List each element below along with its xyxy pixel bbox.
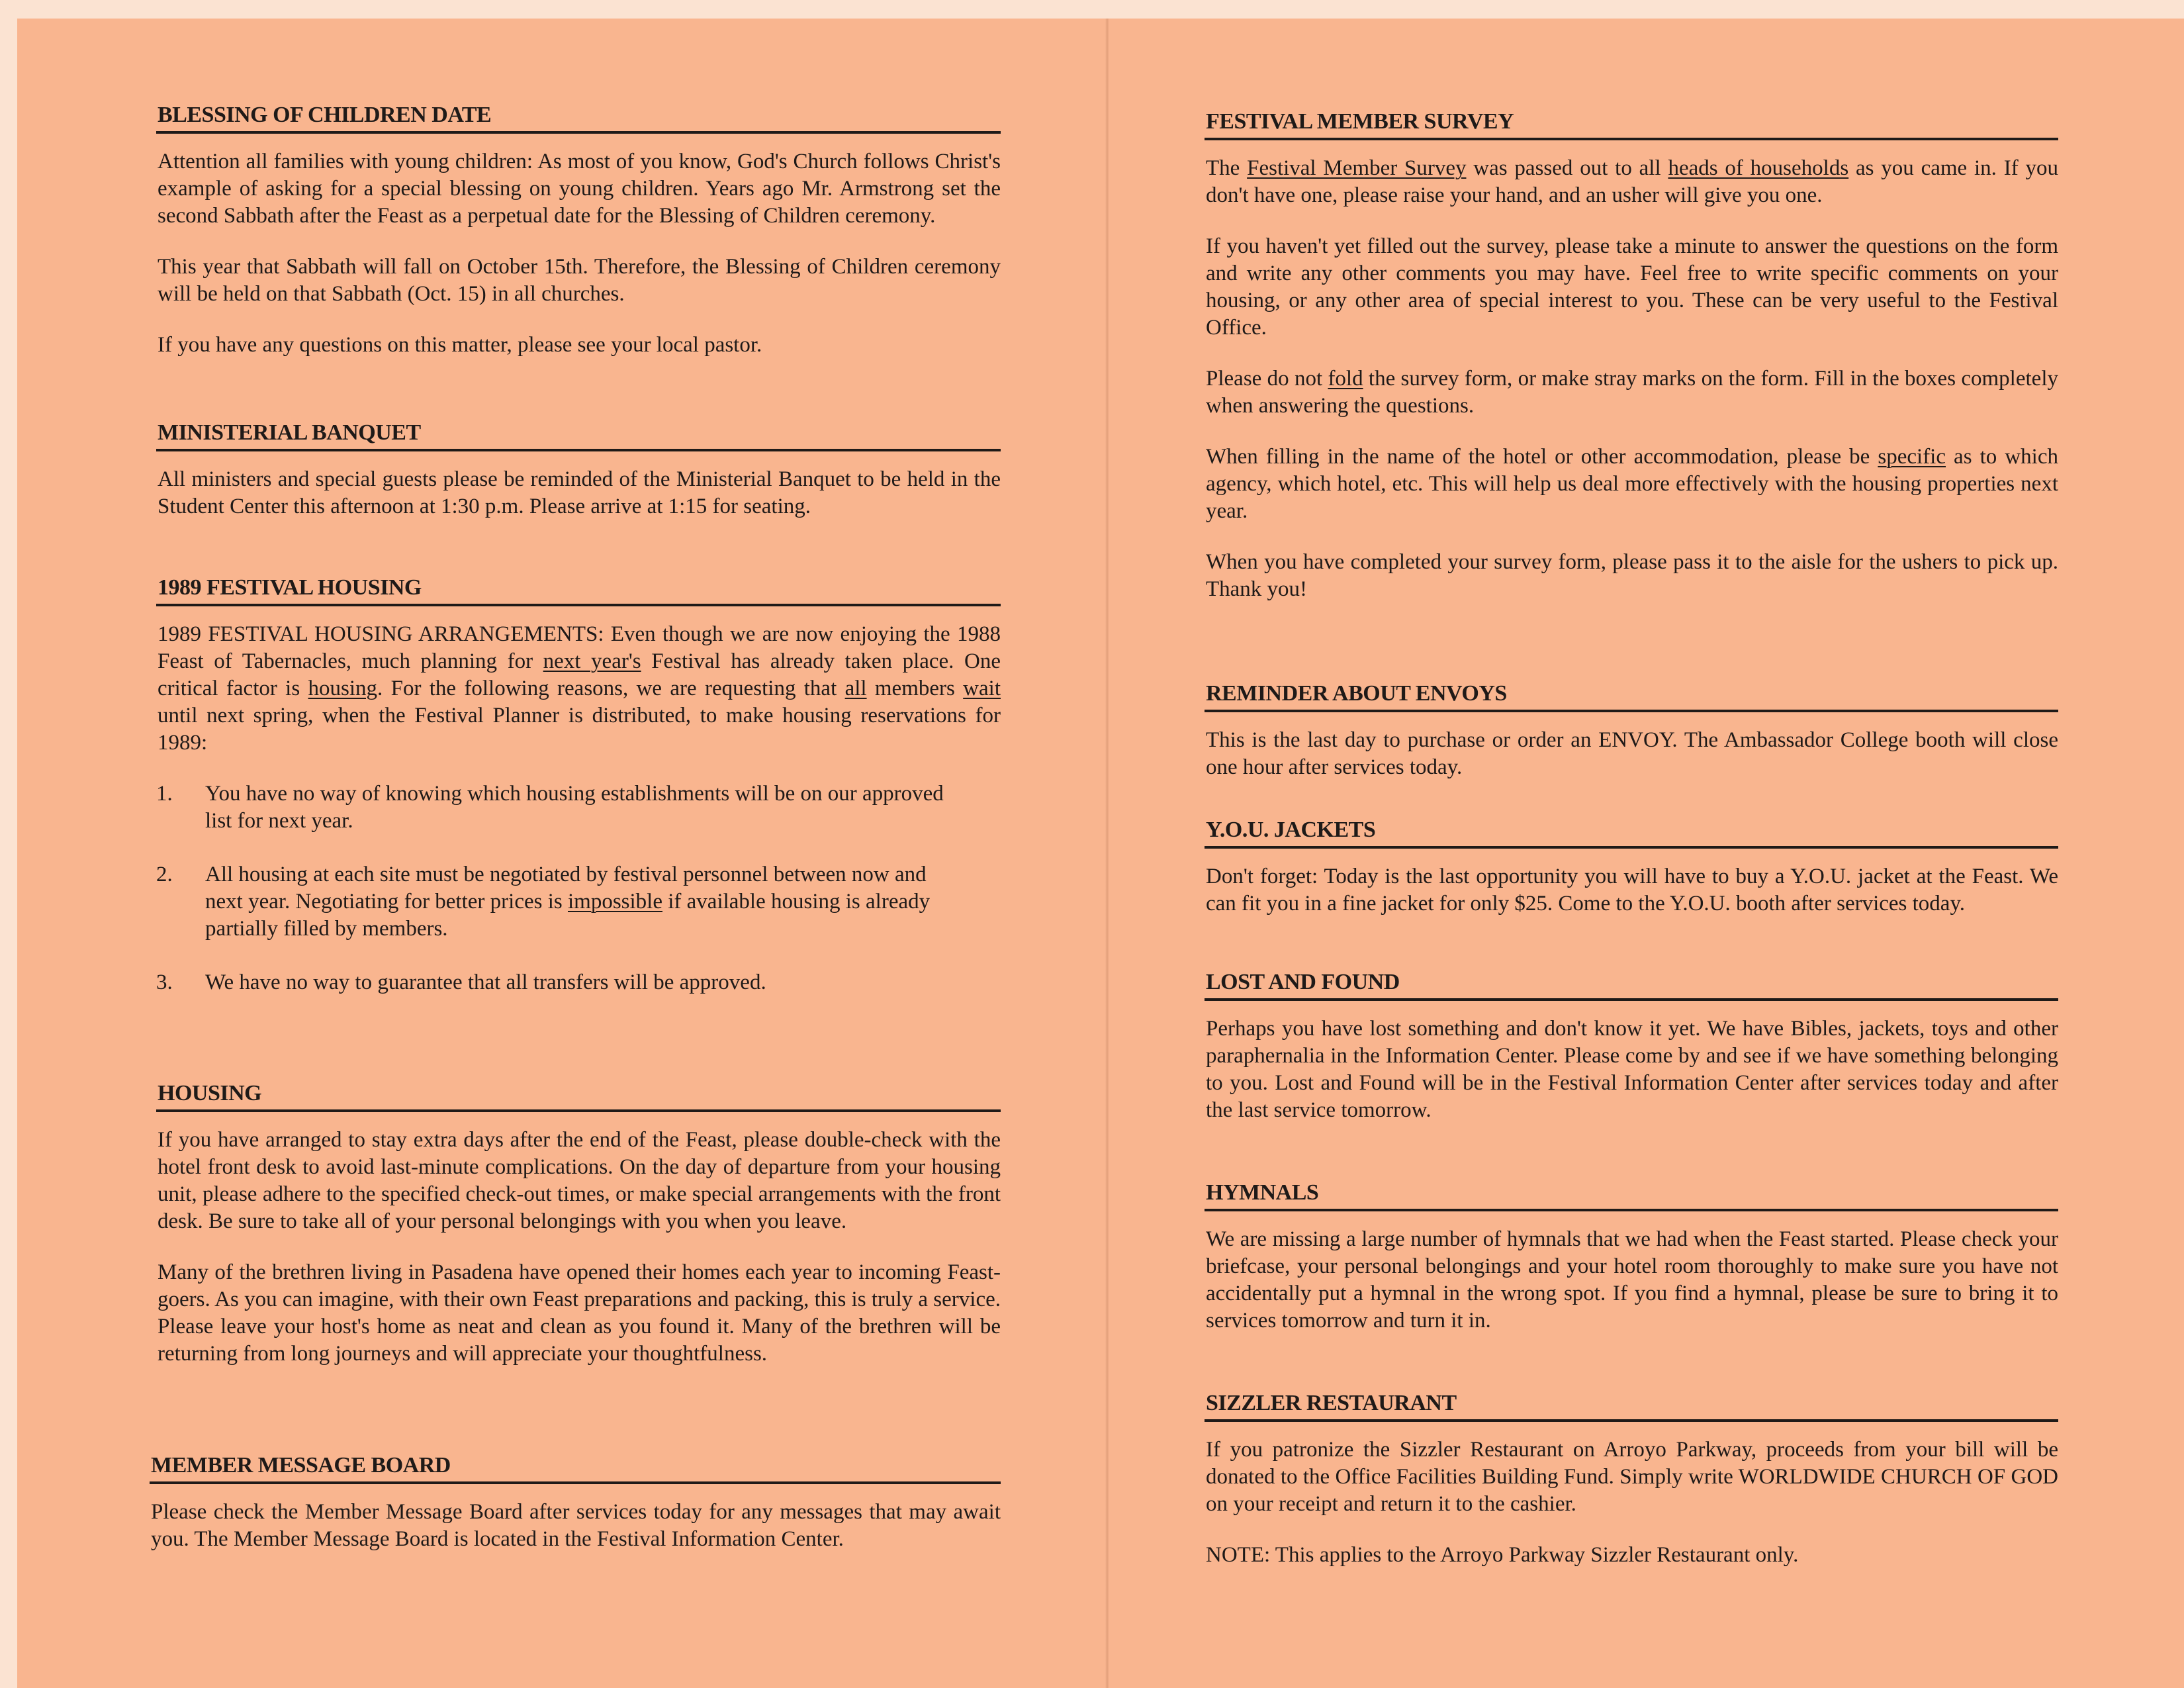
- paragraph: NOTE: This applies to the Arroyo Parkway Sizzler Restaurant only.: [1206, 1543, 1799, 1567]
- section-heading: Y.O.U. JACKETS: [1205, 817, 2058, 849]
- paragraph: Perhaps you have lost something and don't know it yet. We have Bibles, jackets, toys and other paraphernalia in the Information Center. Please come by and see if we have something belonging to you. Lost and Found will be in the Festival Information Center after services today and after the last service tomorrow.: [1206, 1017, 2058, 1122]
- section-heading: FESTIVAL MEMBER SURVEY: [1205, 109, 2058, 140]
- section-hymnals: [1205, 1180, 2058, 1335]
- section-heading: HYMNALS: [1205, 1180, 2058, 1211]
- section-lost-found: [1205, 969, 2058, 1124]
- section-1989-housing: [156, 575, 1001, 996]
- reasons-list: [156, 780, 950, 996]
- list-item: 1. You have no way of knowing which housing establishments will be on our approved list for next year.: [156, 782, 944, 833]
- section-heading: SIZZLER RESTAURANT: [1205, 1390, 2058, 1422]
- section-heading: BLESSING OF CHILDREN DATE: [156, 102, 1001, 134]
- section-you-jackets: [1205, 817, 2058, 917]
- paragraph: Please check the Member Message Board after services today for any messages that may await you. The Member Message Board is located in the Festival Information Center.: [151, 1500, 1001, 1551]
- section-heading: LOST AND FOUND: [1205, 969, 2058, 1001]
- paragraph: Attention all families with young children: As most of you know, God's Church follows Christ's example of asking for a special blessing on young children. Years ago Mr. Armstrong set the second Sabbath after the Feast as a perpetual date for the Blessing of Children ceremony.: [158, 150, 1001, 228]
- paragraph: 1989 FESTIVAL HOUSING ARRANGEMENTS: Even though we are now enjoying the 1988 Feast of Tabernacles, much planning for next year's Festival has already taken place. One critical factor is housing. For the following reasons, we are requesting that all members wait until next spring, when the Festival Planner is distributed, to make housing reservations for 1989:: [158, 622, 1001, 755]
- section-housing: [156, 1080, 1001, 1368]
- list-item: 3. We have no way to guarantee that all transfers will be approved.: [156, 970, 766, 994]
- section-member-survey: [1205, 109, 2058, 603]
- paragraph: Please do not fold the survey form, or make stray marks on the form. Fill in the boxes completely when answering the questions.: [1206, 367, 2058, 418]
- section-message-board: [150, 1452, 1001, 1553]
- section-envoys: [1205, 680, 2058, 781]
- paragraph: This is the last day to purchase or order an ENVOY. The Ambassador College booth will close one hour after services today.: [1206, 728, 2058, 779]
- section-heading: HOUSING: [156, 1080, 1001, 1112]
- section-blessing: [156, 102, 1001, 359]
- page-fold: [1105, 19, 1109, 1688]
- bulletin-sheet: [17, 19, 2184, 1688]
- section-sizzler: [1205, 1390, 2058, 1569]
- section-heading: 1989 FESTIVAL HOUSING: [156, 575, 1001, 606]
- section-heading: MINISTERIAL BANQUET: [156, 420, 1001, 451]
- paragraph: All ministers and special guests please be reminded of the Ministerial Banquet to be held in the Student Center this afternoon at 1:30 p.m. Please arrive at 1:15 for seating.: [158, 467, 1001, 518]
- paragraph: Don't forget: Today is the last opportunity you will have to buy a Y.O.U. jacket at the Feast. We can fit you in a fine jacket for only $25. Come to the Y.O.U. booth after services today.: [1206, 865, 2058, 915]
- paragraph: If you patronize the Sizzler Restaurant on Arroyo Parkway, proceeds from your bill will be donated to the Office Facilities Building Fund. Simply write WORLDWIDE CHURCH OF GOD on your receipt and return it to the cashier.: [1206, 1438, 2058, 1516]
- paragraph: When you have completed your survey form, please pass it to the aisle for the ushers to pick up. Thank you!: [1206, 550, 2058, 601]
- paragraph: If you have arranged to stay extra days after the end of the Feast, please double-check with the hotel front desk to avoid last-minute complications. On the day of departure from your housing unit, please adhere to the specified check-out times, or make special arrangements with the front desk. Be sure to take all of your personal belongings with you when you leave.: [158, 1128, 1001, 1233]
- paragraph: If you haven't yet filled out the survey, please take a minute to answer the questions on the form and write any other comments you may have. Feel free to write specific comments on your housing, or any other area of special interest to you. These can be very useful to the Festival Office.: [1206, 234, 2058, 340]
- paragraph: We are missing a large number of hymnals that we had when the Feast started. Please check your briefcase, your personal belongings and your hotel room thoroughly to make sure you have not accidentally put a hymnal in the wrong spot. If you find a hymnal, please be sure to bring it to services tomorrow and turn it in.: [1206, 1227, 2058, 1333]
- section-heading: REMINDER ABOUT ENVOYS: [1205, 680, 2058, 712]
- section-ministerial-banquet: [156, 420, 1001, 520]
- list-item: 2. All housing at each site must be negotiated by festival personnel between now and next year. Negotiating for better prices is impossible if available housing is already partially filled by members.: [156, 863, 931, 941]
- paragraph: If you have any questions on this matter, please see your local pastor.: [158, 333, 762, 357]
- paragraph: Many of the brethren living in Pasadena have opened their homes each year to incoming Feast-goers. As you can imagine, with their own Feast preparations and packing, this is truly a service. Please leave your host's home as neat and clean as you found it. Many of the brethren will be returning from long journeys and will appreciate your thoughtfulness.: [158, 1260, 1001, 1366]
- paragraph: This year that Sabbath will fall on October 15th. Therefore, the Blessing of Children ceremony will be held on that Sabbath (Oct. 15) in all churches.: [158, 255, 1001, 306]
- section-heading: MEMBER MESSAGE BOARD: [150, 1452, 1001, 1484]
- paragraph: The Festival Member Survey was passed out to all heads of households as you came in. If you don't have one, please raise your hand, and an usher will give you one.: [1206, 156, 2058, 207]
- paragraph: When filling in the name of the hotel or other accommodation, please be specific as to which agency, which hotel, etc. This will help us deal more effectively with the housing properties next year.: [1206, 445, 2058, 523]
